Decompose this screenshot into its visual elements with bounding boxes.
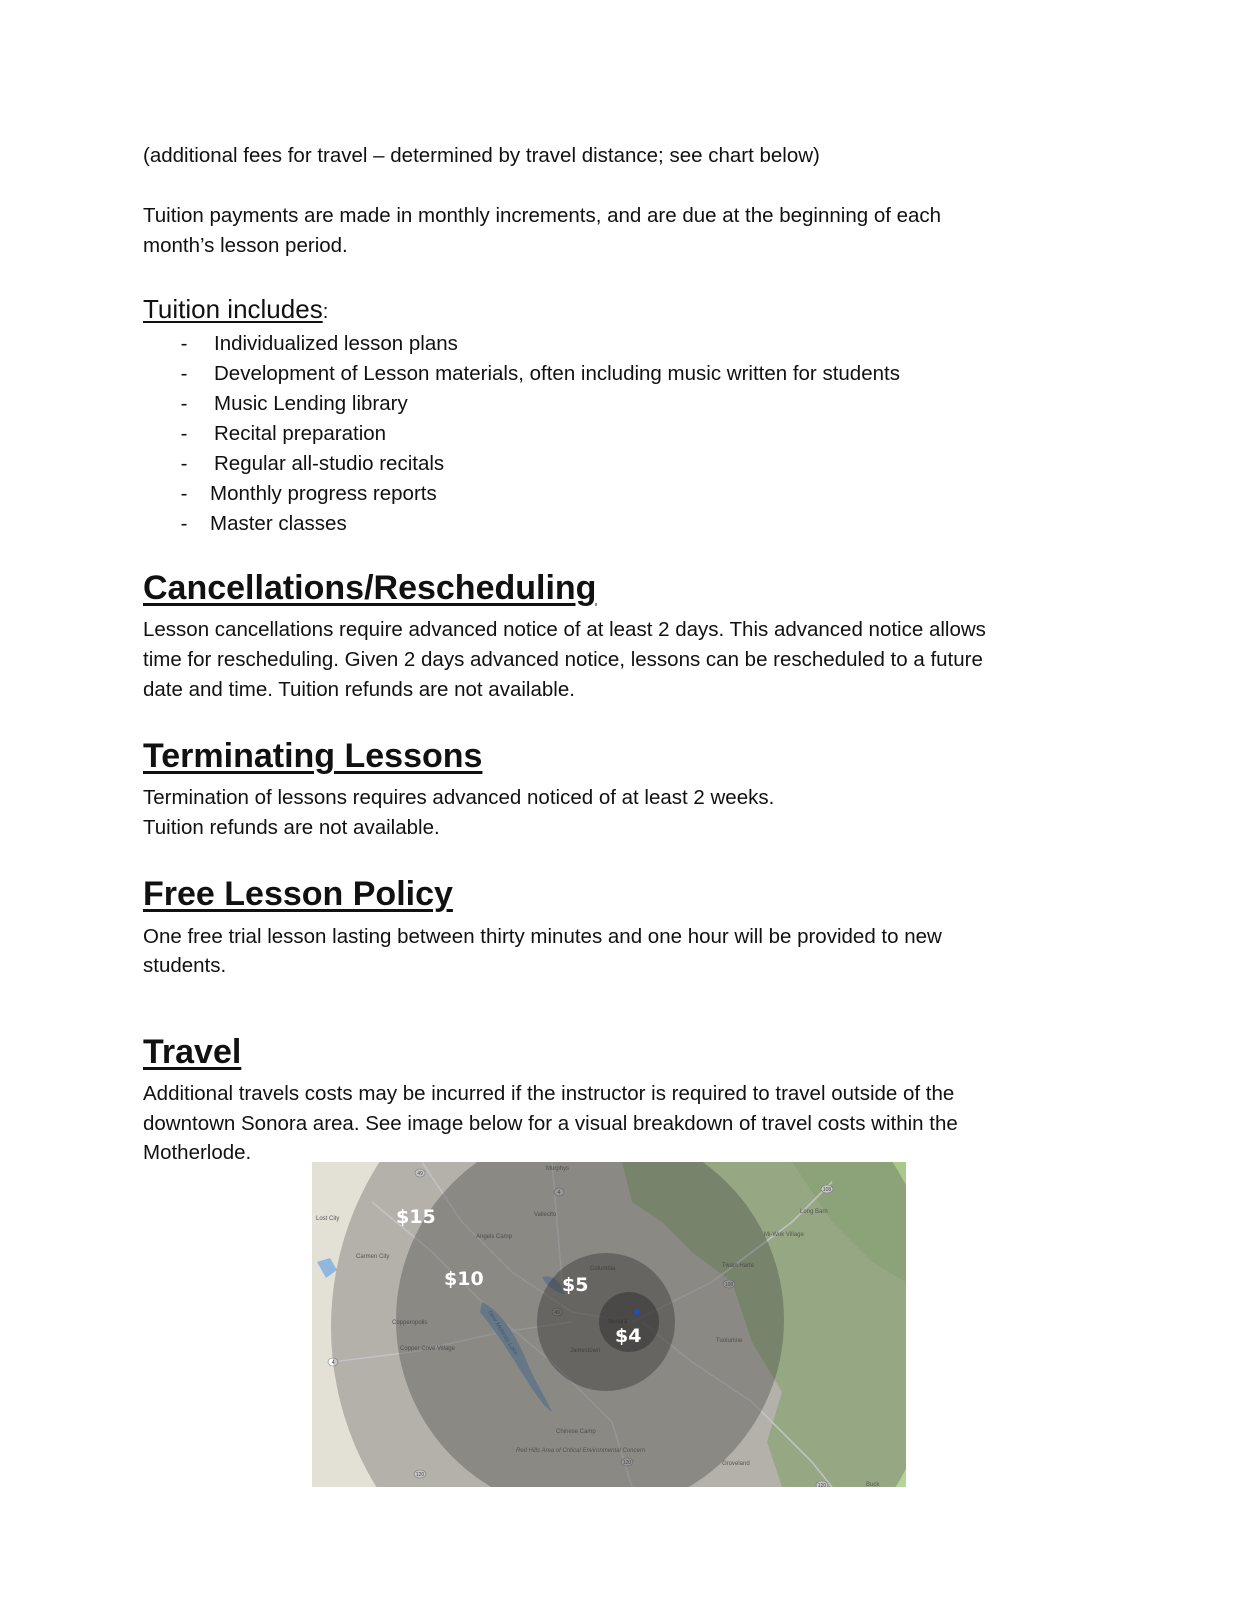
bullet-dash: -	[180, 332, 188, 355]
list-item-text: Monthly progress reports	[210, 482, 437, 505]
tuition-includes-label: Tuition includes	[143, 294, 323, 324]
place-label: Copperopolis	[392, 1320, 428, 1326]
list-item-text: Regular all-studio recitals	[214, 452, 445, 475]
zone-label-4: $4	[615, 1325, 642, 1347]
place-label: Red Hills Area of Critical Environmental Concern	[516, 1448, 646, 1454]
zone-label-5: $5	[562, 1274, 589, 1296]
place-label: Vallecito	[534, 1212, 557, 1218]
place-label: Copper Cove Village	[400, 1346, 455, 1352]
place-label: Buck	[866, 1482, 880, 1487]
travel-line-1: Additional travels costs may be incurred if the instructor is required to travel outside of the	[143, 1082, 955, 1105]
tuition-includes-colon: :	[322, 301, 329, 323]
terminating-heading: Terminating Lessons	[143, 737, 483, 775]
free-lesson-line-1: One free trial lesson lasting between thirty minutes and one hour will be provided to new	[143, 925, 942, 948]
travel-line-2: downtown Sonora area. See image below for a visual breakdown of travel costs within the	[143, 1112, 958, 1135]
place-label: Jamestown	[570, 1348, 601, 1354]
travel-fees-note: (additional fees for travel – determined by travel distance; see chart below)	[143, 144, 820, 167]
place-label: Twain Harte	[722, 1263, 755, 1269]
place-label: Mi-Wuk Village	[764, 1232, 804, 1238]
terminating-line-1: Termination of lessons requires advanced noticed of at least 2 weeks.	[143, 786, 775, 809]
zone-label-10: $10	[444, 1268, 484, 1290]
svg-text:120: 120	[622, 1460, 632, 1466]
place-label: New Melones Lake	[486, 1309, 519, 1357]
place-label: Angels Camp	[476, 1234, 513, 1240]
place-label: Sonora	[608, 1319, 628, 1325]
svg-text:49: 49	[554, 1310, 560, 1316]
list-item-text: Recital preparation	[214, 422, 387, 445]
travel-heading: Travel	[143, 1033, 242, 1071]
list-item-text: Individualized lesson plans	[214, 332, 458, 355]
svg-text:108: 108	[822, 1187, 832, 1193]
travel-cost-map	[312, 1162, 906, 1487]
travel-line-3: Motherlode.	[143, 1141, 252, 1164]
location-marker-icon	[634, 1309, 640, 1315]
free-lesson-heading: Free Lesson Policy	[143, 875, 453, 913]
place-label: Tuolumne	[716, 1338, 743, 1344]
svg-text:4: 4	[557, 1190, 561, 1196]
place-label: Chinese Camp	[556, 1429, 596, 1435]
bullet-dash: -	[180, 422, 188, 445]
cancellations-line-2: time for rescheduling. Given 2 days advanced notice, lessons can be rescheduled to a future	[143, 648, 983, 671]
travel-cost-map-graphic	[312, 1162, 906, 1487]
cancellations-line-1: Lesson cancellations require advanced notice of at least 2 days. This advanced notice allows	[143, 618, 986, 641]
bullet-dash: -	[180, 452, 188, 475]
place-label: Lost City	[316, 1216, 340, 1222]
payments-text-line-2: month’s lesson period.	[143, 234, 348, 257]
bullet-dash: -	[180, 482, 188, 505]
cancellations-line-3: date and time. Tuition refunds are not available.	[143, 678, 575, 701]
bullet-dash: -	[180, 512, 188, 535]
svg-text:49: 49	[417, 1171, 423, 1177]
place-label: Long Barn	[800, 1209, 828, 1215]
svg-text:4: 4	[331, 1360, 335, 1366]
list-item-text: Master classes	[210, 512, 347, 535]
svg-text:108: 108	[724, 1282, 734, 1288]
svg-text:120: 120	[415, 1472, 425, 1478]
place-label: Carmen City	[356, 1254, 390, 1260]
bullet-dash: -	[180, 392, 188, 415]
payments-text-line-1: Tuition payments are made in monthly increments, and are due at the beginning of each	[143, 204, 942, 227]
tuition-includes-heading	[143, 292, 328, 329]
place-label: Murphys	[546, 1166, 570, 1172]
zone-label-15: $15	[396, 1206, 436, 1228]
place-label: Columbia	[590, 1266, 616, 1272]
terminating-line-2: Tuition refunds are not available.	[143, 816, 440, 839]
place-label: Groveland	[722, 1461, 750, 1467]
free-lesson-line-2: students.	[143, 954, 227, 977]
cancellations-heading: Cancellations/Rescheduling	[143, 569, 597, 607]
list-item-text: Music Lending library	[214, 392, 408, 415]
bullet-dash: -	[180, 362, 188, 385]
svg-text:120: 120	[817, 1483, 827, 1487]
list-item-text: Development of Lesson materials, often including music written for students	[214, 362, 900, 385]
